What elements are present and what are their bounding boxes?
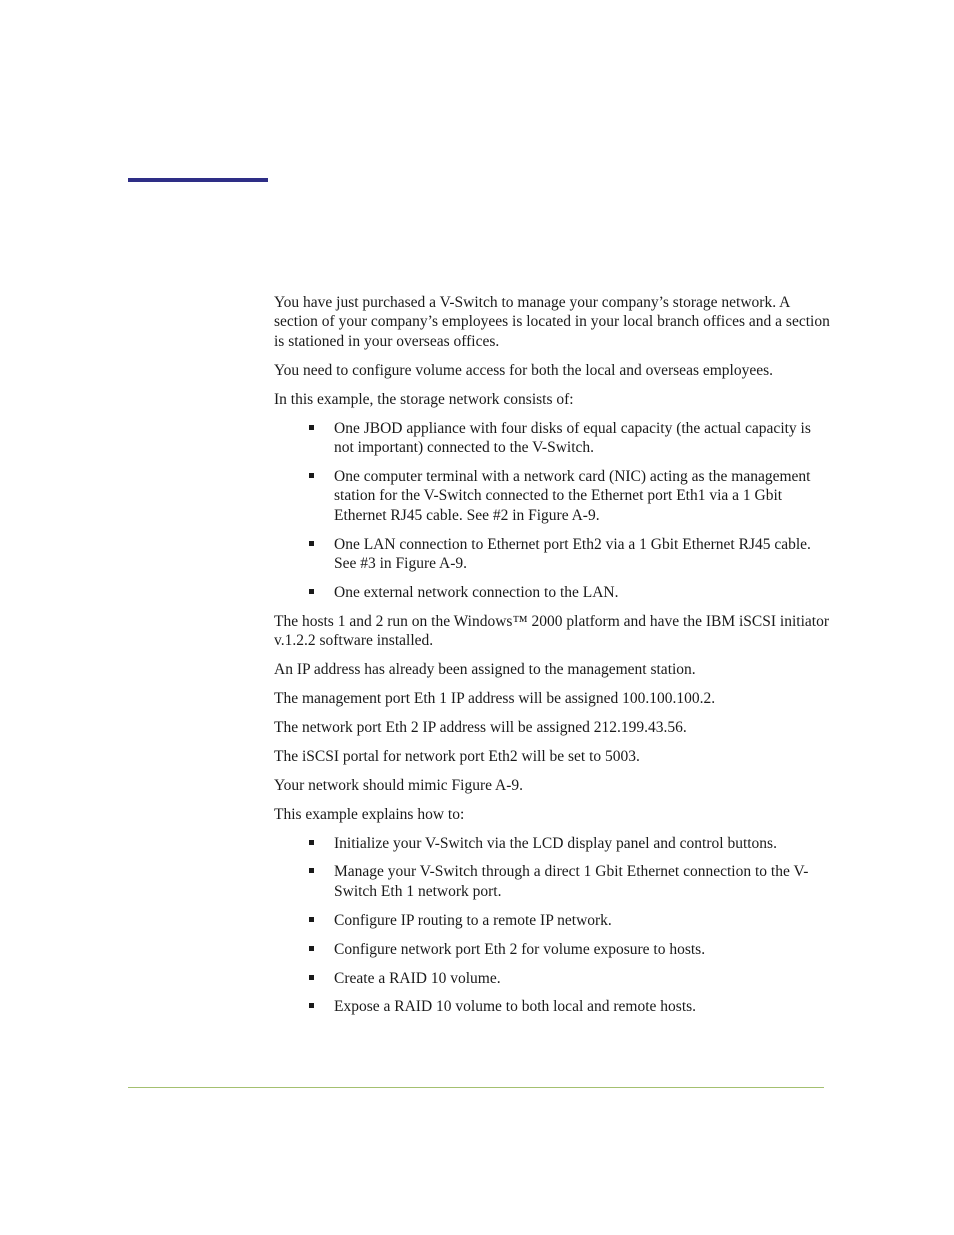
bullet-square-icon [309,840,314,845]
list-item-text: Initialize your V-Switch via the LCD display panel and control buttons. [334,834,777,852]
list-item-text: One external network connection to the LAN. [334,583,619,601]
list-item [274,940,834,959]
bullet-square-icon [309,1003,314,1008]
paragraph: The iSCSI portal for network port Eth2 will be set to 5003. [274,747,640,765]
bullet-square-icon [309,541,314,546]
list-item-text: One computer terminal with a network card (NIC) acting as the management station for the V-Switch connected to the Ethernet port Eth1 via a 1 Gbit Ethernet RJ45 cable. See #2 in Figure A-9. [334,467,811,524]
footer-rule [128,1087,824,1088]
list-item-text: Create a RAID 10 volume. [334,969,501,987]
bullet-list [274,834,834,1017]
list-item-text: One LAN connection to Ethernet port Eth2 via a 1 Gbit Ethernet RJ45 cable. See #3 in Figure A-9. [334,535,811,572]
list-item-text: Configure network port Eth 2 for volume exposure to hosts. [334,940,706,958]
header-rule [128,178,268,182]
list-item [274,467,834,525]
paragraph: An IP address has already been assigned to the management station. [274,661,696,679]
paragraph: In this example, the storage network consists of: [274,390,574,408]
paragraph: The management port Eth 1 IP address will be assigned 100.100.100.2. [274,690,716,707]
list-item [274,834,834,853]
paragraph: You have just purchased a V-Switch to manage your company’s storage network. A section of your company’s employees is located in your local branch offices and a section is stationed in your overseas offices. [274,294,830,350]
bullet-list [274,419,834,603]
list-item [274,535,834,574]
paragraph: The network port Eth 2 IP address will be assigned 212.199.43.56. [274,718,687,736]
list-item [274,969,834,988]
bullet-square-icon [309,917,314,922]
bullet-square-icon [309,868,314,873]
bullet-square-icon [309,975,314,980]
list-item-text: Manage your V-Switch through a direct 1 Gbit Ethernet connection to the V-Switch Eth 1 network port. [334,863,809,900]
paragraph: You need to configure volume access for both the local and overseas employees. [274,361,774,379]
paragraph: This example explains how to: [274,805,465,823]
bullet-square-icon [309,473,314,478]
list-item [274,997,834,1016]
list-item-text: Expose a RAID 10 volume to both local and remote hosts. [334,998,697,1016]
bullet-square-icon [309,589,314,594]
list-item [274,911,834,930]
bullet-square-icon [309,425,314,430]
list-item-text: Configure IP routing to a remote IP network. [334,911,612,929]
list-item [274,419,834,458]
document-body [274,293,834,1026]
list-item [274,583,834,602]
bullet-square-icon [309,946,314,951]
list-item-text: One JBOD appliance with four disks of equal capacity (the actual capacity is not important) connected to the V-Switch. [334,419,811,456]
paragraph: The hosts 1 and 2 run on the Windows™ 2000 platform and have the IBM iSCSI initiator v.1.2.2 software installed. [274,612,829,650]
paragraph: Your network should mimic Figure A-9. [274,776,524,794]
list-item [274,862,834,901]
